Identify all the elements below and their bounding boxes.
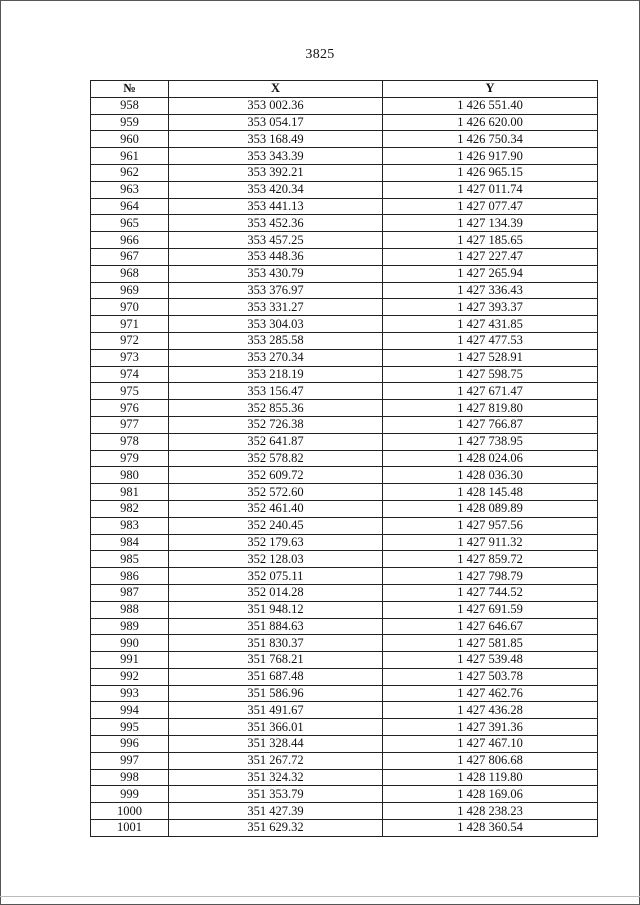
table-row bbox=[91, 618, 598, 635]
table-header-row bbox=[91, 81, 598, 98]
table-row bbox=[91, 366, 598, 383]
table-row bbox=[91, 400, 598, 417]
cell-number: 973 bbox=[91, 349, 169, 366]
cell-y: 1 426 917.90 bbox=[383, 148, 598, 165]
table-row bbox=[91, 450, 598, 467]
cell-y: 1 426 750.34 bbox=[383, 131, 598, 148]
cell-number: 988 bbox=[91, 601, 169, 618]
cell-x: 351 366.01 bbox=[169, 719, 383, 736]
cell-x: 352 240.45 bbox=[169, 517, 383, 534]
cell-x: 353 457.25 bbox=[169, 232, 383, 249]
cell-number: 1001 bbox=[91, 820, 169, 837]
cell-y: 1 427 391.36 bbox=[383, 719, 598, 736]
cell-number: 984 bbox=[91, 534, 169, 551]
table-row bbox=[91, 232, 598, 249]
cell-y: 1 427 462.76 bbox=[383, 685, 598, 702]
table-row bbox=[91, 786, 598, 803]
cell-x: 353 304.03 bbox=[169, 316, 383, 333]
table-row bbox=[91, 551, 598, 568]
cell-number: 959 bbox=[91, 114, 169, 131]
column-header-y: Y bbox=[383, 81, 598, 98]
cell-y: 1 427 431.85 bbox=[383, 316, 598, 333]
cell-y: 1 427 528.91 bbox=[383, 349, 598, 366]
cell-y: 1 427 227.47 bbox=[383, 248, 598, 265]
cell-x: 351 586.96 bbox=[169, 685, 383, 702]
cell-number: 991 bbox=[91, 652, 169, 669]
table-row bbox=[91, 97, 598, 114]
cell-x: 353 376.97 bbox=[169, 282, 383, 299]
cell-number: 971 bbox=[91, 316, 169, 333]
table-row bbox=[91, 164, 598, 181]
cell-y: 1 427 011.74 bbox=[383, 181, 598, 198]
cell-x: 352 572.60 bbox=[169, 484, 383, 501]
cell-number: 970 bbox=[91, 299, 169, 316]
cell-number: 966 bbox=[91, 232, 169, 249]
table-row bbox=[91, 198, 598, 215]
cell-x: 352 075.11 bbox=[169, 568, 383, 585]
cell-y: 1 428 119.80 bbox=[383, 769, 598, 786]
cell-number: 995 bbox=[91, 719, 169, 736]
table-row bbox=[91, 265, 598, 282]
cell-number: 986 bbox=[91, 568, 169, 585]
cell-number: 987 bbox=[91, 584, 169, 601]
cell-y: 1 428 145.48 bbox=[383, 484, 598, 501]
cell-x: 353 448.36 bbox=[169, 248, 383, 265]
cell-number: 977 bbox=[91, 416, 169, 433]
cell-x: 352 578.82 bbox=[169, 450, 383, 467]
cell-y: 1 427 957.56 bbox=[383, 517, 598, 534]
cell-x: 353 054.17 bbox=[169, 114, 383, 131]
cell-number: 967 bbox=[91, 248, 169, 265]
table-row bbox=[91, 568, 598, 585]
table-row bbox=[91, 803, 598, 820]
cell-number: 961 bbox=[91, 148, 169, 165]
cell-number: 997 bbox=[91, 752, 169, 769]
table-row bbox=[91, 668, 598, 685]
cell-number: 1000 bbox=[91, 803, 169, 820]
cell-y: 1 427 477.53 bbox=[383, 332, 598, 349]
cell-x: 353 002.36 bbox=[169, 97, 383, 114]
cell-x: 353 156.47 bbox=[169, 383, 383, 400]
table-body bbox=[91, 97, 598, 836]
coordinates-table bbox=[90, 80, 598, 837]
cell-x: 353 392.21 bbox=[169, 164, 383, 181]
cell-x: 352 128.03 bbox=[169, 551, 383, 568]
table-row bbox=[91, 433, 598, 450]
table-row bbox=[91, 752, 598, 769]
cell-y: 1 427 911.32 bbox=[383, 534, 598, 551]
cell-number: 968 bbox=[91, 265, 169, 282]
table-row bbox=[91, 702, 598, 719]
cell-number: 975 bbox=[91, 383, 169, 400]
cell-y: 1 428 238.23 bbox=[383, 803, 598, 820]
table-row bbox=[91, 148, 598, 165]
cell-number: 963 bbox=[91, 181, 169, 198]
cell-number: 999 bbox=[91, 786, 169, 803]
table-row bbox=[91, 534, 598, 551]
cell-number: 994 bbox=[91, 702, 169, 719]
table-row bbox=[91, 467, 598, 484]
cell-y: 1 427 598.75 bbox=[383, 366, 598, 383]
cell-number: 965 bbox=[91, 215, 169, 232]
table-row bbox=[91, 635, 598, 652]
cell-number: 979 bbox=[91, 450, 169, 467]
cell-x: 352 726.38 bbox=[169, 416, 383, 433]
cell-x: 351 884.63 bbox=[169, 618, 383, 635]
cell-y: 1 427 671.47 bbox=[383, 383, 598, 400]
cell-x: 353 452.36 bbox=[169, 215, 383, 232]
cell-x: 353 420.34 bbox=[169, 181, 383, 198]
page-number: 3825 bbox=[305, 47, 335, 62]
cell-number: 993 bbox=[91, 685, 169, 702]
cell-y: 1 427 819.80 bbox=[383, 400, 598, 417]
cell-x: 351 491.67 bbox=[169, 702, 383, 719]
cell-x: 351 830.37 bbox=[169, 635, 383, 652]
cell-y: 1 428 169.06 bbox=[383, 786, 598, 803]
cell-number: 960 bbox=[91, 131, 169, 148]
table-row bbox=[91, 282, 598, 299]
cell-x: 351 353.79 bbox=[169, 786, 383, 803]
cell-number: 964 bbox=[91, 198, 169, 215]
cell-y: 1 427 766.87 bbox=[383, 416, 598, 433]
cell-x: 353 168.49 bbox=[169, 131, 383, 148]
bottom-scan-line bbox=[0, 896, 640, 897]
cell-y: 1 427 798.79 bbox=[383, 568, 598, 585]
column-header-x: X bbox=[169, 81, 383, 98]
cell-x: 353 343.39 bbox=[169, 148, 383, 165]
cell-x: 351 427.39 bbox=[169, 803, 383, 820]
cell-number: 985 bbox=[91, 551, 169, 568]
cell-x: 352 461.40 bbox=[169, 500, 383, 517]
table-row bbox=[91, 719, 598, 736]
table-row bbox=[91, 416, 598, 433]
cell-number: 989 bbox=[91, 618, 169, 635]
table-row bbox=[91, 299, 598, 316]
cell-x: 352 014.28 bbox=[169, 584, 383, 601]
cell-x: 352 609.72 bbox=[169, 467, 383, 484]
cell-y: 1 428 036.30 bbox=[383, 467, 598, 484]
table-row bbox=[91, 349, 598, 366]
table-row bbox=[91, 114, 598, 131]
cell-x: 353 331.27 bbox=[169, 299, 383, 316]
cell-number: 962 bbox=[91, 164, 169, 181]
cell-y: 1 427 744.52 bbox=[383, 584, 598, 601]
cell-y: 1 428 089.89 bbox=[383, 500, 598, 517]
cell-y: 1 426 551.40 bbox=[383, 97, 598, 114]
cell-number: 958 bbox=[91, 97, 169, 114]
cell-x: 351 324.32 bbox=[169, 769, 383, 786]
cell-x: 351 768.21 bbox=[169, 652, 383, 669]
cell-x: 352 855.36 bbox=[169, 400, 383, 417]
cell-y: 1 428 360.54 bbox=[383, 820, 598, 837]
cell-y: 1 427 467.10 bbox=[383, 736, 598, 753]
cell-x: 351 267.72 bbox=[169, 752, 383, 769]
table-row bbox=[91, 736, 598, 753]
table-row bbox=[91, 820, 598, 837]
cell-number: 990 bbox=[91, 635, 169, 652]
cell-y: 1 427 691.59 bbox=[383, 601, 598, 618]
cell-number: 974 bbox=[91, 366, 169, 383]
table-row bbox=[91, 584, 598, 601]
table-row bbox=[91, 332, 598, 349]
table-row bbox=[91, 517, 598, 534]
cell-number: 983 bbox=[91, 517, 169, 534]
table-row bbox=[91, 383, 598, 400]
cell-y: 1 427 336.43 bbox=[383, 282, 598, 299]
cell-x: 353 430.79 bbox=[169, 265, 383, 282]
cell-y: 1 427 436.28 bbox=[383, 702, 598, 719]
cell-number: 972 bbox=[91, 332, 169, 349]
cell-x: 353 285.58 bbox=[169, 332, 383, 349]
cell-number: 980 bbox=[91, 467, 169, 484]
cell-y: 1 427 503.78 bbox=[383, 668, 598, 685]
table-row bbox=[91, 215, 598, 232]
cell-x: 353 218.19 bbox=[169, 366, 383, 383]
cell-x: 353 441.13 bbox=[169, 198, 383, 215]
cell-y: 1 427 265.94 bbox=[383, 265, 598, 282]
cell-x: 353 270.34 bbox=[169, 349, 383, 366]
column-header-number: № bbox=[91, 81, 169, 98]
cell-y: 1 427 581.85 bbox=[383, 635, 598, 652]
cell-number: 978 bbox=[91, 433, 169, 450]
cell-number: 996 bbox=[91, 736, 169, 753]
table-row bbox=[91, 652, 598, 669]
cell-x: 351 629.32 bbox=[169, 820, 383, 837]
cell-y: 1 427 859.72 bbox=[383, 551, 598, 568]
cell-number: 998 bbox=[91, 769, 169, 786]
cell-y: 1 426 620.00 bbox=[383, 114, 598, 131]
table-row bbox=[91, 601, 598, 618]
cell-y: 1 427 646.67 bbox=[383, 618, 598, 635]
cell-y: 1 427 134.39 bbox=[383, 215, 598, 232]
cell-y: 1 427 806.68 bbox=[383, 752, 598, 769]
table-row bbox=[91, 316, 598, 333]
cell-y: 1 427 393.37 bbox=[383, 299, 598, 316]
cell-y: 1 427 738.95 bbox=[383, 433, 598, 450]
cell-x: 351 948.12 bbox=[169, 601, 383, 618]
table-row bbox=[91, 484, 598, 501]
table-row bbox=[91, 769, 598, 786]
cell-number: 976 bbox=[91, 400, 169, 417]
cell-y: 1 427 185.65 bbox=[383, 232, 598, 249]
table-row bbox=[91, 500, 598, 517]
cell-y: 1 426 965.15 bbox=[383, 164, 598, 181]
cell-x: 352 179.63 bbox=[169, 534, 383, 551]
cell-number: 969 bbox=[91, 282, 169, 299]
cell-number: 992 bbox=[91, 668, 169, 685]
table-row bbox=[91, 131, 598, 148]
cell-x: 351 687.48 bbox=[169, 668, 383, 685]
cell-y: 1 427 539.48 bbox=[383, 652, 598, 669]
cell-x: 351 328.44 bbox=[169, 736, 383, 753]
cell-number: 981 bbox=[91, 484, 169, 501]
cell-x: 352 641.87 bbox=[169, 433, 383, 450]
table-row bbox=[91, 248, 598, 265]
table-row bbox=[91, 181, 598, 198]
cell-y: 1 428 024.06 bbox=[383, 450, 598, 467]
table-row bbox=[91, 685, 598, 702]
cell-number: 982 bbox=[91, 500, 169, 517]
cell-y: 1 427 077.47 bbox=[383, 198, 598, 215]
